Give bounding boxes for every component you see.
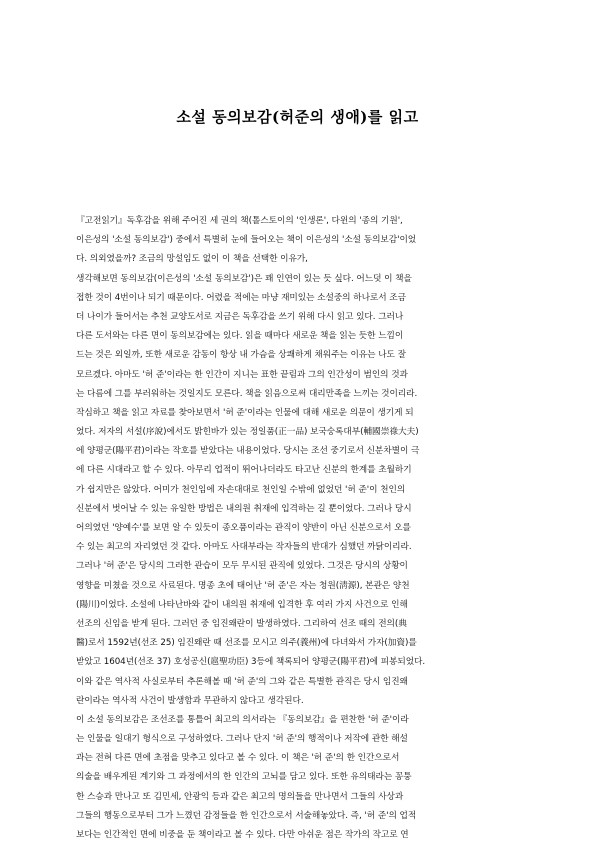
- document-body: [76, 212, 520, 845]
- body-line: 었다. 저자의 서설(序說)에서도 밝힌바가 있는 정일품(正一品) 보국숭록대부(輔國崇祿大夫): [76, 427, 419, 438]
- body-line: 신분에서 벗어날 수 있는 유일한 방법은 내의원 취재에 입격하는 길 뿐이었다. 그러나 당시: [76, 503, 412, 514]
- body-line: 한 스승과 만나고 또 김민세, 안광익 등과 같은 최고의 명의들을 만나면서 그들의 사상과: [76, 791, 404, 802]
- body-line: 이은성의 '소설 동의보감') 중에서 특별히 눈에 들어오는 책이 이은성의 '소설 동의보감'이었: [76, 235, 417, 246]
- body-line: 는 다름에 그를 부러워하는 것일지도 모른다. 책을 읽음으로써 대리만족을 느끼는 것이리라.: [76, 388, 418, 399]
- body-line: 수 있는 최고의 자리였던 것 같다. 아마도 사대부라는 작자들의 반대가 심했던 까닭이리라.: [76, 542, 412, 553]
- body-line: 받았고 1604년(선조 37) 호성공신(扈聖功臣) 3등에 책록되어 양평군(陽平君)에 피봉되었다.: [76, 657, 426, 668]
- body-line: 가 쉽지만은 않았다. 어미가 천인임에 자손대대로 천인일 수밖에 없었던 '허 준'이 천인의: [76, 484, 406, 495]
- body-line: (陽川)이었다. 소설에 나타난바와 같이 내의원 취재에 입격한 후 여러 가지 사건으로 인해: [76, 599, 408, 610]
- body-line: 과는 전혀 다른 면에 초점을 맞추고 있다고 볼 수 있다. 이 책은 '허 준'의 한 인간으로서: [76, 753, 400, 764]
- body-line: 醫)로서 1592년(선조 25) 임진왜란 때 선조를 모시고 의주(義州)에 다녀와서 가자(加資)를: [76, 638, 417, 649]
- body-line: 작심하고 책을 읽고 자료를 찾아보면서 '허 준'이라는 인물에 대해 새로운 의문이 생기게 되: [76, 407, 414, 418]
- body-line: 영향을 미쳤을 것으로 사료된다. 명종 초에 태어난 '허 준'은 자는 청원(淸源), 본관은 양천: [76, 580, 410, 591]
- body-line: 드는 것은 외일까, 또한 새로운 감동이 항상 내 가슴을 상쾌하게 채워주는 이유는 나도 잘: [76, 350, 406, 361]
- body-line: 접한 것이 4번이나 되기 때문이다. 어렸을 적에는 마냥 재미있는 소설중의 하나로서 조금: [76, 292, 406, 303]
- body-line: 에 다른 시대라고 할 수 있다. 아무리 업적이 뛰어나더라도 타고난 신분의 한계를 초월하기: [76, 465, 412, 476]
- body-line: 선조의 신임을 받게 된다. 그러던 중 임진왜란이 발생하였다. 그리하여 선조 때의 전의(典: [76, 618, 407, 629]
- body-line: 는 인물을 일대기 형식으로 구성하였다. 그러나 단지 '허 준'의 행적이나 저작에 관한 해설: [76, 734, 408, 745]
- body-line: 란이라는 역사적 사건이 발생함과 무관하지 않다고 생각된다.: [76, 695, 304, 706]
- body-line: 다른 도서와는 다른 면이 동의보감에는 있다. 읽을 때마다 새로운 책을 읽는 듯한 느낌이: [76, 331, 404, 342]
- body-line: 이와 같은 역사적 사실로부터 추론해볼 때 '허 준'의 그와 같은 특별한 관직은 당시 임진왜: [76, 676, 408, 687]
- body-line: 어의였던 '양예수'를 보면 알 수 있듯이 종오품이라는 관직이 양반이 아닌 신분으로서 오를: [76, 523, 411, 533]
- body-line: 그러나 '허 준'은 당시의 그러한 관습이 모두 무시된 관직에 있었다. 그것은 당시의 상황이: [76, 561, 408, 572]
- body-line: 에 양평군(陽平君)이라는 작호를 받았다는 내용이었다. 당시는 조선 중기로서 신분차별이 극: [76, 446, 420, 457]
- body-line: 보다는 인간적인 면에 비중을 둔 책이라고 볼 수 있다. 다만 아쉬운 점은 작가의 작고로 연: [76, 830, 409, 840]
- document-title: 소설 동의보감(허준의 생애)를 읽고: [176, 108, 419, 126]
- body-line: 『고전읽기』독후감을 위해 주어진 세 권의 책(톨스토이의 '인생론', 다윈의 '종의 기원',: [76, 216, 403, 226]
- body-line: 생각해보면 동의보감(이은성의 '소설 동의보감')은 꽤 인연이 있는 듯 싶다. 어느덧 이 책을: [76, 273, 412, 284]
- body-line: 모르겠다. 아마도 '허 준'이라는 한 인간이 지니는 표한 끝림과 그의 인간성이 범인의 것과: [76, 369, 408, 380]
- body-line: 다. 의외였을까? 조금의 망설임도 없이 이 책을 선택한 이유가,: [76, 254, 308, 265]
- body-line: 그들의 행동으로부터 그가 느꼈던 감정들을 한 인간으로서 서술해놓았다. 즉, '허 준'의 업적: [76, 810, 417, 821]
- body-line: 이 소설 동의보감은 조선조를 통틀어 최고의 의서라는 『동의보감』을 편찬한 '허 준'이라: [76, 714, 409, 725]
- body-line: 더 나이가 들어서는 추천 교양도서로 지금은 독후감을 쓰기 위해 다시 읽고 있다. 그러나: [76, 311, 404, 322]
- body-line: 의술을 배우게된 계기와 그 과정에서의 한 인간의 고뇌를 담고 있다. 또한 유의태라는 꽁퉁: [76, 772, 412, 783]
